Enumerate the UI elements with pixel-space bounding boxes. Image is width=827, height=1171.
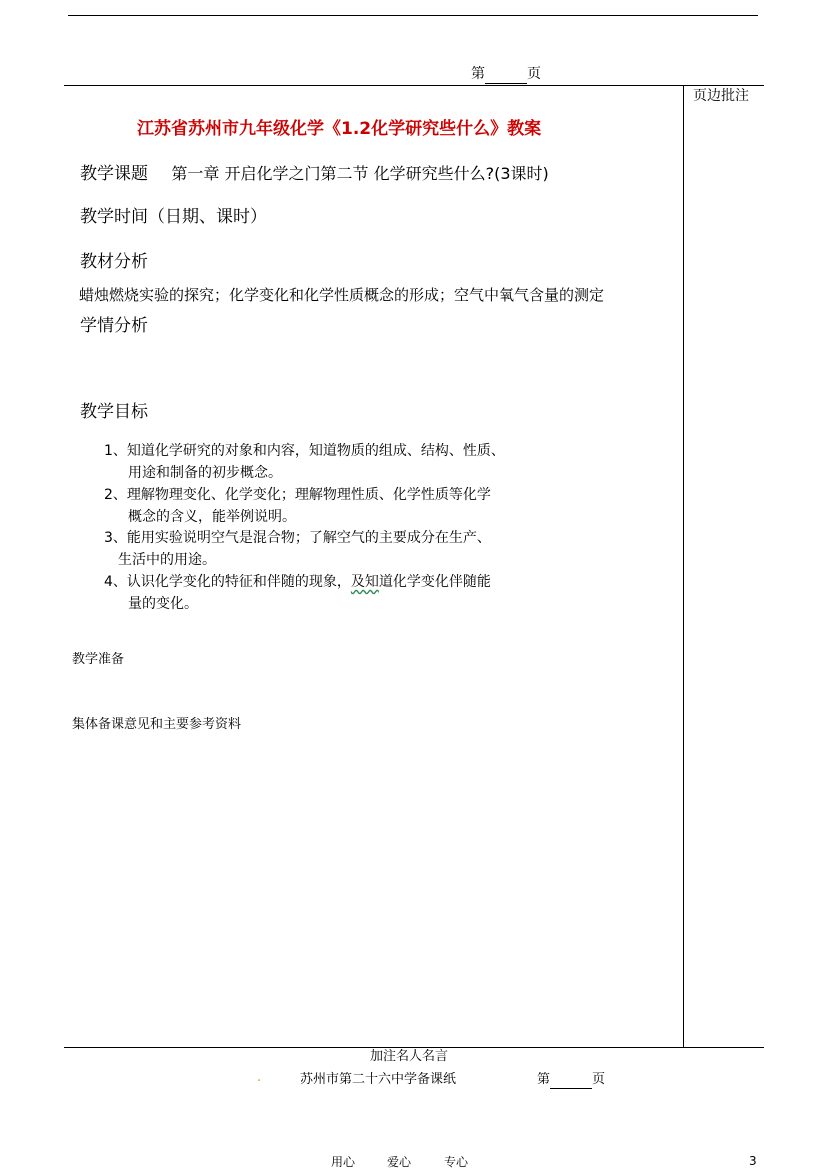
header-page-suffix: 页: [527, 66, 541, 82]
footer-page-suffix: 页: [592, 1072, 606, 1087]
page-title: 江苏省苏州市九年级化学《1.2化学研究些什么》教案: [137, 119, 542, 139]
goal-2-line-2: 概念的含义，能举例说明。: [128, 509, 296, 525]
motto-3: 专心: [444, 1155, 469, 1169]
prep-label: 教学准备: [72, 652, 125, 667]
margin-column-divider: [683, 85, 684, 1047]
goal-1-line-1: 1、知道化学研究的对象和内容，知道物质的组成、结构、性质、: [104, 443, 505, 459]
goals-label: 教学目标: [80, 402, 148, 422]
topic-label: 教学课题: [80, 164, 148, 184]
page-number: 3: [749, 1154, 757, 1168]
goal-3-line-2: 生活中的用途。: [118, 552, 216, 568]
material-label: 教材分析: [80, 252, 148, 272]
goal-4-line-2: 量的变化。: [128, 596, 198, 612]
goal-item-1: [104, 440, 505, 484]
motto-1: 用心: [331, 1155, 356, 1169]
collective-label: 集体备课意见和主要参考资料: [72, 717, 242, 732]
margin-note-label: 页边批注: [693, 88, 749, 104]
top-rule: [68, 15, 758, 16]
goal-4-line-1-c: 道化学变化伴随能: [378, 574, 491, 590]
footer-page-counter: [537, 1071, 605, 1089]
goal-4-line-1-a: 4、认识化学变化的特征和伴随的现象，: [104, 574, 351, 590]
student-analysis-label: 学情分析: [80, 316, 148, 336]
time-label: 教学时间（日期、课时）: [80, 207, 267, 227]
goal-item-4: [104, 571, 491, 615]
footer-dot: .: [257, 1070, 262, 1085]
school-name: 苏州市第二十六中学备课纸: [300, 1072, 457, 1087]
footer-page-blank: [550, 1075, 592, 1089]
table-top-border: [64, 85, 764, 86]
motto-2: 爱心: [387, 1155, 412, 1169]
goal-item-2: [104, 484, 491, 528]
material-text: 蜡烛燃烧实验的探究；化学变化和化学性质概念的形成；空气中氧气含量的测定: [79, 286, 605, 304]
topic-value: 第一章 开启化学之门第二节 化学研究些什么?(3课时): [171, 164, 549, 183]
header-page-prefix: 第: [471, 66, 485, 82]
header-page-blank: [485, 69, 527, 84]
goal-3-line-1: 3、能用实验说明空气是混合物；了解空气的主要成分在生产、: [104, 530, 491, 546]
quote-label: 加注名人名言: [370, 1049, 449, 1064]
goal-4-line-1: [104, 571, 491, 593]
goal-1-line-2: 用途和制备的初步概念。: [128, 465, 282, 481]
goal-item-3: [104, 527, 491, 571]
footer-page-prefix: 第: [537, 1072, 551, 1087]
goal-4-line-1-b: 及知: [350, 574, 379, 590]
header-page-counter: [471, 64, 541, 84]
topic-row: [80, 163, 549, 185]
goal-2-line-1: 2、理解物理变化、化学变化；理解物理性质、化学性质等化学: [104, 487, 491, 503]
